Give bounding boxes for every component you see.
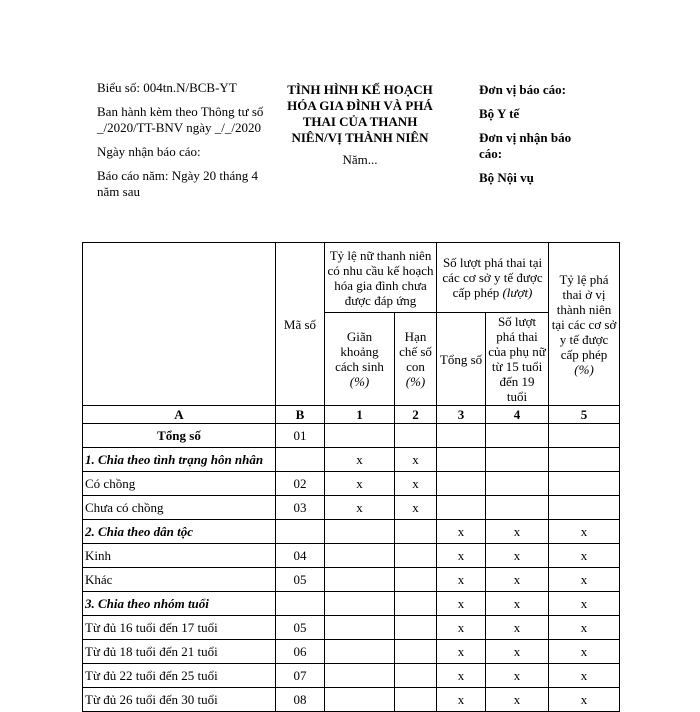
cell-4 [486, 448, 549, 472]
cell-2 [395, 616, 437, 640]
index-cell: 4 [486, 406, 549, 424]
row-code: 03 [276, 496, 325, 520]
cell-3: x [437, 592, 486, 616]
index-cell: B [276, 406, 325, 424]
cell-2 [395, 424, 437, 448]
table-row [83, 592, 620, 616]
cell-5 [549, 496, 620, 520]
row-code [276, 520, 325, 544]
index-cell: 1 [325, 406, 395, 424]
row-label: Từ đủ 16 tuổi đến 17 tuổi [83, 616, 276, 640]
row-code: 05 [276, 616, 325, 640]
cell-1 [325, 544, 395, 568]
cell-4 [486, 472, 549, 496]
cell-5 [549, 448, 620, 472]
row-code: 01 [276, 424, 325, 448]
cell-1 [325, 592, 395, 616]
cell-3: x [437, 568, 486, 592]
cell-1: x [325, 496, 395, 520]
cell-1 [325, 640, 395, 664]
cell-2: x [395, 448, 437, 472]
cell-5: x [549, 688, 620, 712]
reporting-unit: Bộ Y tế [479, 106, 520, 121]
header-label-col [83, 243, 276, 406]
reporting-unit-label: Đơn vị báo cáo: [479, 82, 567, 97]
header-limit-children: Hạn chế số con (%) [395, 313, 437, 406]
table-row [83, 640, 620, 664]
form-number: Biểu số: 004tn.N/BCB-YT [97, 80, 237, 95]
cell-5: x [549, 568, 620, 592]
form-title-block [280, 82, 440, 168]
cell-1: x [325, 472, 395, 496]
cell-1 [325, 520, 395, 544]
cell-5: x [549, 664, 620, 688]
cell-3 [437, 424, 486, 448]
cell-3: x [437, 688, 486, 712]
issued-with: Ban hành kèm theo Thông tư số _/2020/TT-BNV ngày _/_/2020 [97, 104, 264, 135]
form-year: Năm... [342, 152, 378, 167]
cell-4: x [486, 520, 549, 544]
cell-1 [325, 664, 395, 688]
row-code [276, 592, 325, 616]
table-row [83, 520, 620, 544]
header-abortions-15-19: Số lượt phá thai của phụ nữ từ 15 tuổi đến 19 tuổi [486, 313, 549, 406]
cell-3: x [437, 520, 486, 544]
cell-4: x [486, 592, 549, 616]
form-header-right [479, 82, 589, 194]
cell-2 [395, 664, 437, 688]
receive-date: Ngày nhận báo cáo: [97, 144, 201, 159]
cell-2 [395, 568, 437, 592]
row-label: Từ đủ 18 tuổi đến 21 tuổi [83, 640, 276, 664]
cell-1 [325, 424, 395, 448]
cell-3 [437, 496, 486, 520]
index-cell: 3 [437, 406, 486, 424]
row-label: 2. Chia theo dân tộc [83, 520, 276, 544]
row-label: Có chồng [83, 472, 276, 496]
row-label: Từ đủ 26 tuổi đến 30 tuổi [83, 688, 276, 712]
row-code: 07 [276, 664, 325, 688]
cell-2 [395, 592, 437, 616]
index-cell: 5 [549, 406, 620, 424]
row-label: 1. Chia theo tình trạng hôn nhân [83, 448, 276, 472]
table-row [83, 616, 620, 640]
header-abortions: Số lượt phá thai tại các cơ sở y tế được cấp phép (lượt) [437, 243, 549, 313]
header-adolescent-abortion-rate: Tỷ lệ phá thai ở vị thành niên tại các cơ sở y tế được cấp phép (%) [549, 243, 620, 406]
row-code: 06 [276, 640, 325, 664]
cell-4: x [486, 664, 549, 688]
cell-4: x [486, 544, 549, 568]
row-label: Kinh [83, 544, 276, 568]
cell-2 [395, 520, 437, 544]
cell-2: x [395, 496, 437, 520]
cell-5: x [549, 520, 620, 544]
cell-4 [486, 496, 549, 520]
table-row [83, 544, 620, 568]
table-row [83, 568, 620, 592]
table-row [83, 664, 620, 688]
cell-3: x [437, 616, 486, 640]
receiving-unit: Bộ Nội vụ [479, 170, 534, 185]
row-code: 05 [276, 568, 325, 592]
index-cell: A [83, 406, 276, 424]
cell-4: x [486, 640, 549, 664]
report-table [82, 242, 620, 712]
table-row [83, 424, 620, 448]
cell-1 [325, 616, 395, 640]
header-code: Mã số [276, 243, 325, 406]
cell-5: x [549, 544, 620, 568]
report-year: Báo cáo năm: Ngày 20 tháng 4 năm sau [97, 168, 259, 199]
row-label: 3. Chia theo nhóm tuổi [83, 592, 276, 616]
row-label: Khác [83, 568, 276, 592]
cell-4: x [486, 688, 549, 712]
row-label: Tổng số [83, 424, 276, 448]
cell-5: x [549, 640, 620, 664]
table-row [83, 496, 620, 520]
form-header-left [97, 80, 279, 208]
cell-2 [395, 544, 437, 568]
header-birth-spacing: Giãn khoảng cách sinh (%) [325, 313, 395, 406]
cell-5: x [549, 616, 620, 640]
cell-4: x [486, 616, 549, 640]
header-total: Tổng số [437, 313, 486, 406]
cell-3 [437, 472, 486, 496]
row-code: 04 [276, 544, 325, 568]
cell-1: x [325, 448, 395, 472]
row-label: Từ đủ 22 tuổi đến 25 tuổi [83, 664, 276, 688]
cell-5 [549, 424, 620, 448]
table-row [83, 472, 620, 496]
cell-2 [395, 640, 437, 664]
row-code [276, 448, 325, 472]
row-label: Chưa có chồng [83, 496, 276, 520]
cell-3: x [437, 544, 486, 568]
cell-4 [486, 424, 549, 448]
form-title: TÌNH HÌNH KẾ HOẠCH HÓA GIA ĐÌNH VÀ PHÁ THAI CỦA THANH NIÊN/VỊ THÀNH NIÊN [287, 82, 433, 145]
cell-5 [549, 472, 620, 496]
cell-3 [437, 448, 486, 472]
index-cell: 2 [395, 406, 437, 424]
cell-5: x [549, 592, 620, 616]
row-code: 08 [276, 688, 325, 712]
table-row [83, 448, 620, 472]
header-unmet-need: Tỷ lệ nữ thanh niên có nhu cầu kế hoạch hóa gia đình chưa được đáp ứng [325, 243, 437, 313]
cell-1 [325, 568, 395, 592]
receiving-unit-label: Đơn vị nhận báo cáo: [479, 130, 572, 161]
cell-3: x [437, 664, 486, 688]
cell-4: x [486, 568, 549, 592]
row-code: 02 [276, 472, 325, 496]
column-index-row [83, 406, 620, 424]
cell-2: x [395, 472, 437, 496]
cell-3: x [437, 640, 486, 664]
